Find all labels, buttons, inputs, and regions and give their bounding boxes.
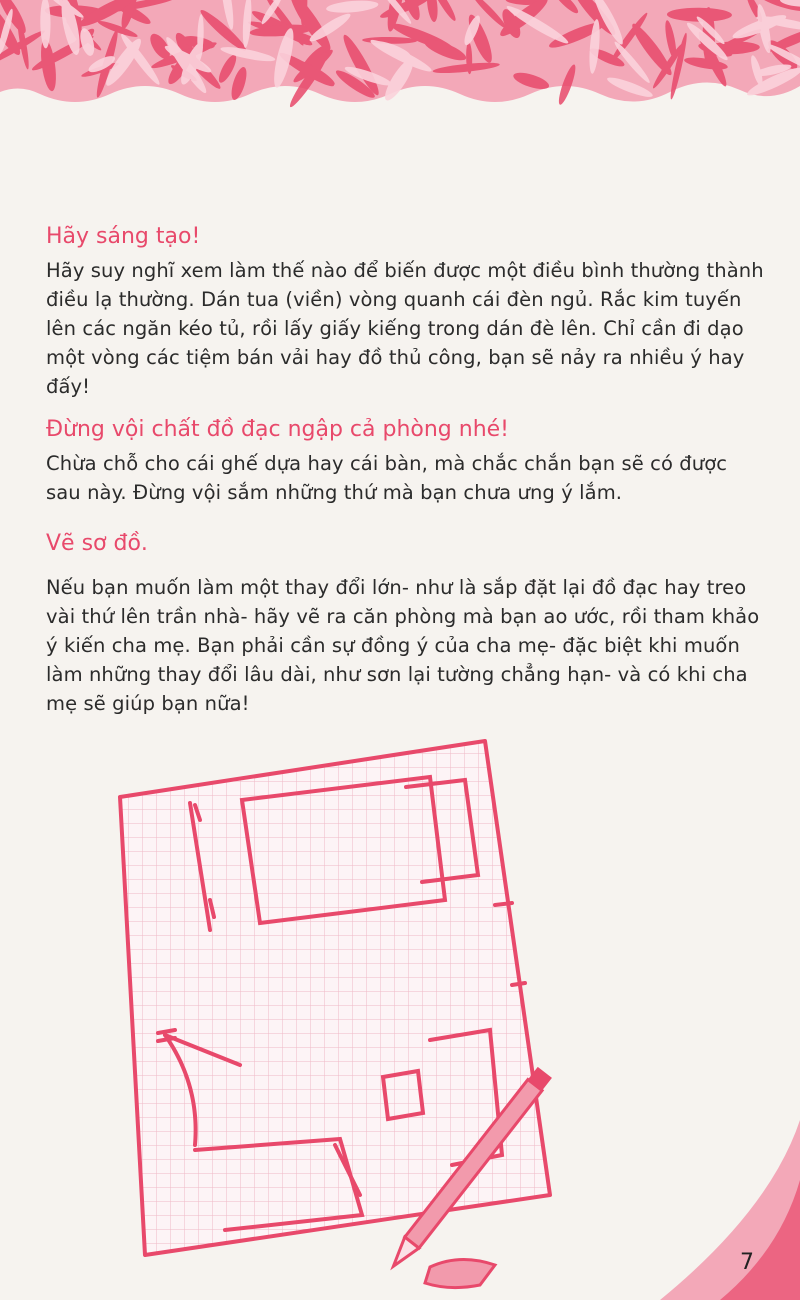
eraser-icon (425, 1259, 495, 1287)
section-be-creative (46, 222, 766, 401)
heading-dont-overfill: Đừng vội chất đồ đạc ngập cả phòng nhé! (46, 417, 509, 442)
corner-decoration (620, 1120, 800, 1300)
section-dont-overfill (46, 415, 766, 507)
paragraph-dont-overfill: Chừa chỗ cho cái ghế dựa hay cái bàn, mà chắc chắn bạn sẽ có được sau này. Đừng vội sắm những thứ mà bạn chưa ưng ý lắm. (46, 452, 728, 504)
page-number: 7 (740, 1250, 754, 1275)
floor-plan-illustration (100, 725, 660, 1295)
paragraph-be-creative: Hãy suy nghĩ xem làm thế nào để biến được một điều bình thường thành điều lạ thường. Dán tua (viền) vòng quanh cái đèn ngủ. Rắc kim tuyến lên các ngăn kéo tủ, rồi lấy giấy kiếng trong dán đè lên. Chỉ cần đi dạo một vòng các tiệm bán vải hay đồ thủ công, bạn sẽ nảy ra nhiều ý hay đấy! (46, 259, 764, 398)
heading-be-creative: Hãy sáng tạo! (46, 224, 201, 249)
leaf-pattern-banner (0, 0, 800, 120)
paragraph-draw-plan: Nếu bạn muốn làm một thay đổi lớn- như là sắp đặt lại đồ đạc hay treo vài thứ lên trần nhà- hãy vẽ ra căn phòng mà bạn ao ước, rồi tham khảo ý kiến cha mẹ. Bạn phải cần sự đồng ý của cha mẹ- đặc biệt khi muốn làm những thay đổi lâu dài, như sơn lại tường chẳng hạn- và có khi cha mẹ sẽ giúp bạn nữa! (46, 576, 760, 715)
article-body (46, 222, 766, 718)
section-draw-plan (46, 529, 766, 718)
graph-paper (100, 725, 660, 1295)
heading-draw-plan: Vẽ sơ đồ. (46, 531, 148, 556)
